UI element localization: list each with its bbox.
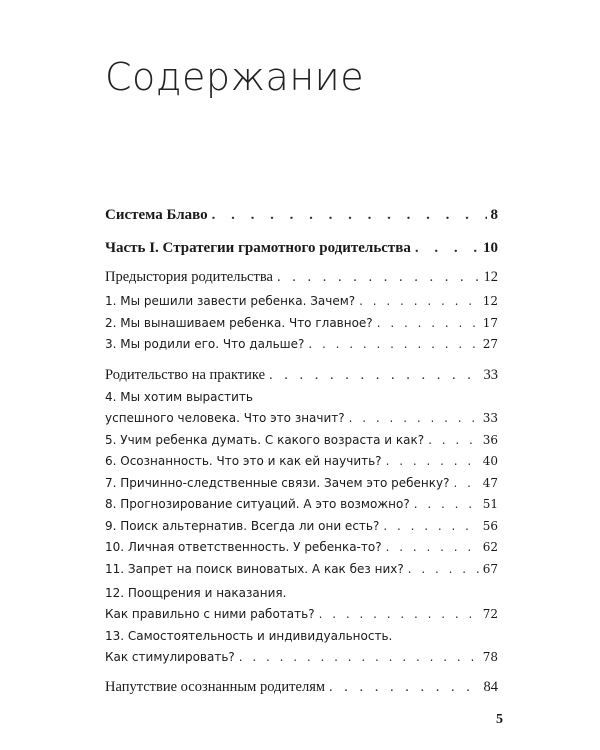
toc-chapter-10[interactable] [105, 540, 498, 554]
toc-entry-page: 67 [482, 562, 498, 576]
toc-chapter-6[interactable] [105, 454, 498, 468]
dot-leader [415, 240, 479, 257]
toc-entry-page: 12 [482, 294, 498, 308]
toc-entry-title: 11. Запрет на поиск виноватых. А как без них? [105, 562, 404, 576]
toc-section-practice[interactable] [105, 367, 498, 384]
toc-entry-page: 62 [482, 540, 498, 554]
toc-chapter-2[interactable] [105, 316, 498, 330]
toc-entry-page: 33 [483, 367, 498, 383]
toc-entry-title: 8. Прогнозирование ситуаций. А это возможно? [105, 497, 410, 511]
toc-chapter-7[interactable] [105, 476, 498, 490]
dot-leader [377, 316, 479, 330]
dot-leader [428, 433, 479, 447]
toc-entry-page: 10 [483, 240, 498, 256]
toc-entry-page: 40 [482, 454, 498, 468]
toc-entry-page: 84 [483, 679, 498, 695]
dot-leader [329, 679, 479, 696]
dot-leader [453, 476, 478, 490]
toc-entry-title: 6. Осознанность. Что это и как ей научить? [105, 454, 382, 468]
toc-entry-page: 17 [482, 316, 498, 330]
toc-entry-title: успешного человека. Что это значит? [105, 411, 345, 425]
toc-chapter-13[interactable] [105, 650, 498, 664]
toc-entry-title: Как правильно с ними работать? [105, 607, 315, 621]
toc-entry-title: Как стимулировать? [105, 650, 235, 664]
toc-chapter-12-line1[interactable]: 12. Поощрения и наказания. [105, 586, 287, 600]
toc-entry-part-1[interactable] [105, 240, 498, 257]
toc-entry-page: 8 [490, 207, 498, 223]
dot-leader [386, 540, 479, 554]
toc-entry-page: 33 [482, 411, 498, 425]
toc-entry-title: Предыстория родительства [105, 269, 273, 285]
toc-entry-page: 36 [482, 433, 498, 447]
toc-entry-title: 10. Личная ответственность. У ребенка-то? [105, 540, 382, 554]
dot-leader [239, 650, 479, 664]
toc-entry-page: 27 [482, 337, 498, 351]
dot-leader [349, 411, 479, 425]
toc-chapter-8[interactable] [105, 497, 498, 511]
toc-chapter-12[interactable] [105, 607, 498, 621]
page-number: 5 [496, 712, 503, 727]
dot-leader [212, 207, 487, 224]
dot-leader [277, 269, 480, 286]
dot-leader [319, 607, 479, 621]
toc-section-farewell[interactable] [105, 679, 498, 696]
dot-leader [414, 497, 479, 511]
toc-entry-system-blavo[interactable] [105, 207, 498, 224]
toc-entry-title: Система Блаво [105, 207, 208, 223]
page-title: Содержание [105, 55, 365, 99]
toc-chapter-3[interactable] [105, 337, 498, 351]
toc-chapter-11[interactable] [105, 562, 498, 576]
toc-entry-title: 2. Мы вынашиваем ребенка. Что главное? [105, 316, 373, 330]
toc-entry-title: 3. Мы родили его. Что дальше? [105, 337, 305, 351]
toc-entry-title: 5. Учим ребенка думать. С какого возраста и как? [105, 433, 425, 447]
toc-entry-page: 47 [482, 476, 498, 490]
dot-leader [386, 454, 479, 468]
dot-leader [359, 294, 479, 308]
toc-chapter-4[interactable] [105, 411, 498, 425]
toc-chapter-1[interactable] [105, 294, 498, 308]
dot-leader [308, 337, 478, 351]
toc-entry-page: 51 [482, 497, 498, 511]
toc-entry-page: 72 [482, 607, 498, 621]
toc-chapter-5[interactable] [105, 433, 498, 447]
toc-entry-page: 56 [482, 519, 498, 533]
toc-chapter-9[interactable] [105, 519, 498, 533]
dot-leader [383, 519, 478, 533]
toc-entry-title: Часть I. Стратегии грамотного родительства [105, 240, 411, 256]
toc-entry-title: Напутствие осознанным родителям [105, 679, 326, 695]
toc-entry-title: 7. Причинно-следственные связи. Зачем это ребенку? [105, 476, 450, 490]
dot-leader [408, 562, 479, 576]
toc-section-prehistory[interactable] [105, 269, 498, 286]
toc-chapter-4-line1[interactable]: 4. Мы хотим вырастить [105, 390, 253, 404]
dot-leader [269, 367, 479, 384]
toc-entry-title: 9. Поиск альтернатив. Всегда ли они есть? [105, 519, 380, 533]
toc-entry-title: Родительство на практике [105, 367, 266, 383]
toc-entry-title: 1. Мы решили завести ребенка. Зачем? [105, 294, 356, 308]
toc-entry-page: 78 [482, 650, 498, 664]
toc-chapter-13-line1[interactable]: 13. Самостоятельность и индивидуальность. [105, 629, 393, 643]
toc-entry-page: 12 [483, 269, 498, 285]
